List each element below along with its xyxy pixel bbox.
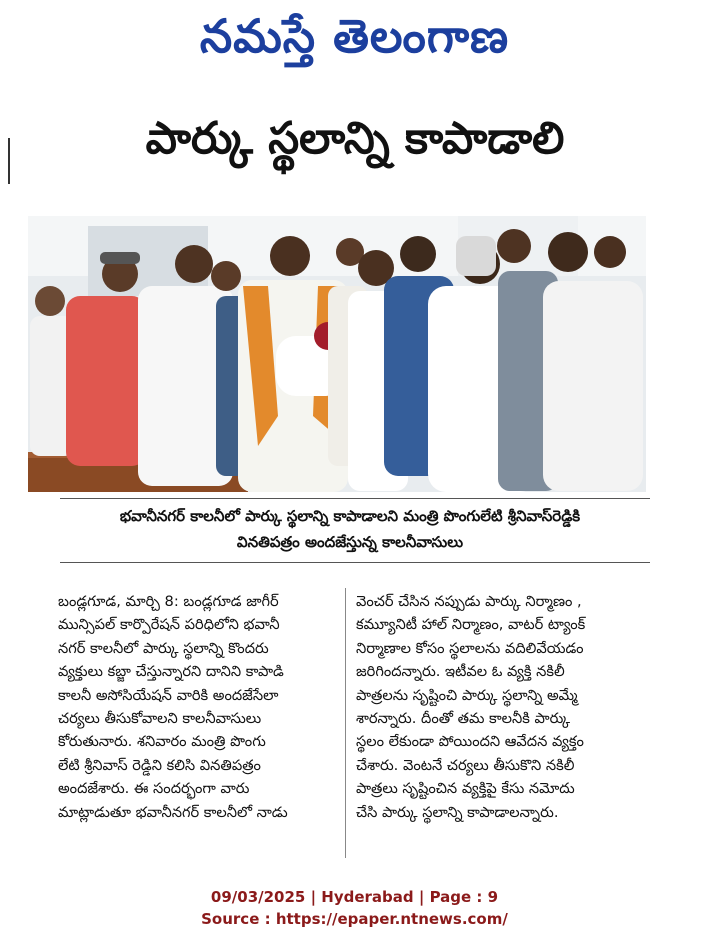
caption-line: భవానీనగర్ కాలనీలో పార్కు స్థలాన్ని కాపాడాలని మంత్రి పొంగులేటి శ్రీనివాస్‌రెడ్డికి: [119, 507, 581, 525]
article-line: వ్యక్తులు కబ్జా చేస్తున్నారని దానిని కాపాడి: [58, 663, 284, 681]
news-photo: [28, 216, 646, 492]
article-line: అందజేశారు. ఈ సందర్భంగా వారు: [58, 780, 250, 798]
caption-line: వినతిపత్రం అందజేస్తున్న కాలనీవాసులు: [236, 533, 464, 551]
article-line: బండ్లగూడ, మార్చి 8: బండ్లగూడ జాగీర్: [58, 593, 279, 610]
article-line: స్థలం లేకుండా పోయిందని ఆవేదన వ్యక్తం: [356, 733, 584, 751]
article-line: చేశారు. వెంటనే చర్యలు తీసుకొని నకిలీ: [356, 756, 575, 774]
article-line: పాత్రలు సృష్టించిన వ్యక్తిపై కేసు నమోదు: [356, 780, 575, 798]
footer-source-link[interactable]: Source : https://epaper.ntnews.com/: [201, 910, 508, 928]
article-line: మున్సిపల్ కార్పొరేషన్ పరిధిలోని భవానీ: [58, 616, 280, 634]
article-line: నిర్మాణాల కోసం స్థలాలను వదిలివేయడం: [356, 639, 584, 657]
headline: పార్కు స్థలాన్ని కాపాడాలి: [145, 113, 565, 164]
article-line: కోరుతునారు. శనివారం మంత్రి పొంగు: [58, 733, 266, 751]
article-line: పాత్రలను సృష్టించి పార్కు స్థలాన్ని అమ్మే: [356, 686, 578, 704]
article-line: చేసి పార్కు స్థలాన్ని కాపాడాలన్నారు.: [356, 803, 559, 821]
caption-bottom-rule: [60, 562, 650, 563]
article-line: నగర్ కాలనీలో పార్కు స్థలాన్ని కొందరు: [58, 639, 269, 657]
article-line: చర్యలు తీసుకోవాలని కాలనీవాసులు: [58, 710, 262, 728]
article-line: కాలనీ అసోసియేషన్ వారికి అందజేసేలా: [58, 686, 279, 704]
article-line: లేటి శ్రీనివాస్ రెడ్డిని కలిసి వినతిపత్రం: [58, 756, 261, 774]
article-column-left: [58, 590, 348, 824]
masthead-title: నమస్తే తెలంగాణ: [199, 9, 510, 63]
article-line: మాట్లాడుతూ భవానీనగర్ కాలనీలో నాడు: [58, 803, 288, 821]
article-column-right: [356, 590, 656, 824]
left-margin-bar: [8, 138, 10, 184]
footer-dateline: 09/03/2025 | Hyderabad | Page : 9: [210, 888, 499, 906]
caption-top-rule: [60, 498, 650, 499]
article-line: శారన్నారు. దీంతో తమ కాలనీకి పార్కు: [356, 710, 571, 728]
photo-caption: [40, 503, 660, 555]
article-line: కమ్యూనిటీ హాల్ నిర్మాణం, వాటర్ ట్యాంక్: [356, 616, 586, 634]
column-divider: [345, 588, 346, 858]
article-line: జరిగిందన్నారు. ఇటీవల ఓ వ్యక్తి నకిలీ: [356, 663, 565, 681]
article-line: వెంచర్ చేసిన నప్పుడు పార్కు నిర్మాణం ,: [356, 593, 582, 610]
